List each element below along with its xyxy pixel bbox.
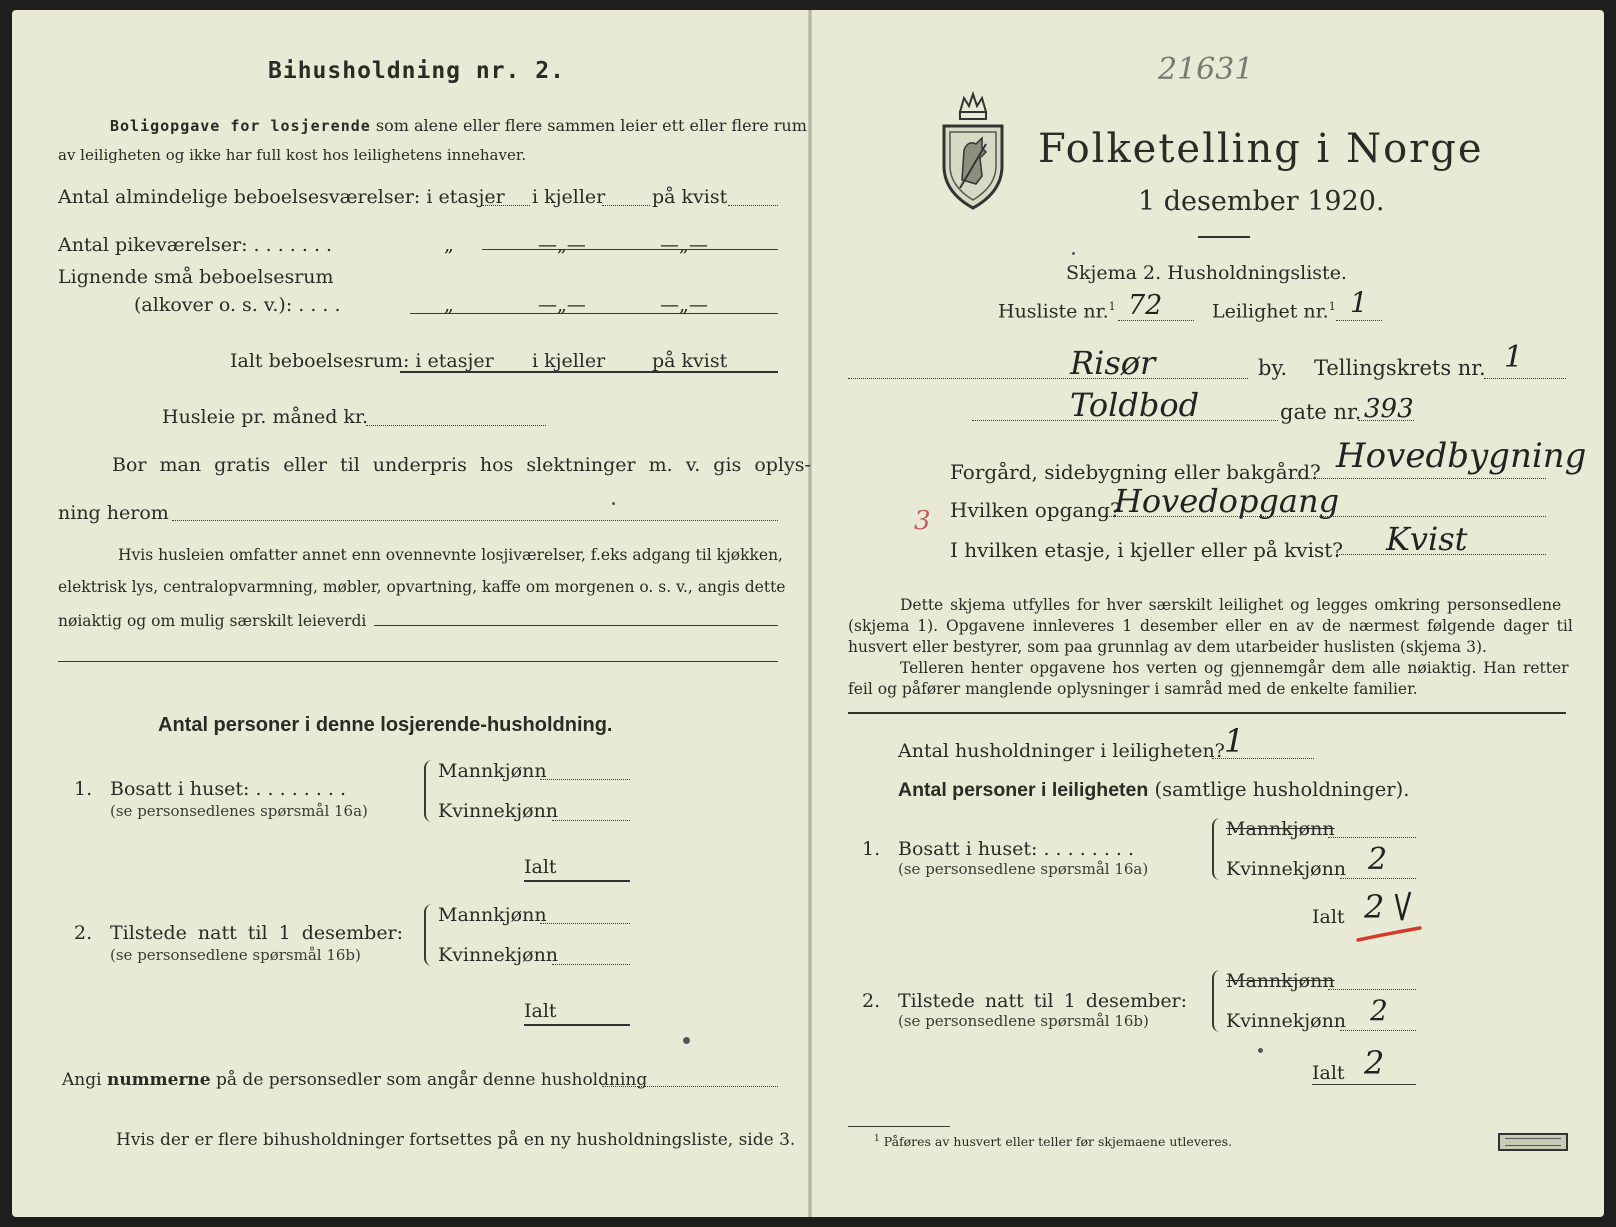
left-footer: Hvis der er flere bihusholdninger fortsettes på en ny husholdningsliste, side 3. (116, 1130, 796, 1150)
ink-dot (1258, 1048, 1263, 1053)
schema-label: Skjema 2. Husholdningsliste. (1066, 262, 1347, 284)
left-q2-ialt: Ialt (524, 1000, 557, 1022)
persons-heading-bold: Antal personer i leiligheten (898, 779, 1149, 801)
krets-label: Tellingskrets nr. (1314, 356, 1486, 380)
husleie-label: Husleie pr. måned kr. (162, 406, 369, 428)
left-q2-mann-line (540, 923, 630, 924)
opgang-label: Hvilken opgang? (950, 498, 1121, 522)
left-q1-kvinne-line (552, 820, 630, 821)
lignende-ditto-3: —„— (660, 294, 708, 316)
norway-coat-of-arms-icon (938, 88, 1008, 212)
husliste-sup: 1 (1108, 300, 1116, 313)
opgang-line (1104, 516, 1546, 517)
households-label: Antal husholdninger i leiligheten? (898, 740, 1225, 762)
lignende-line1: Lignende små beboelsesrum (58, 266, 334, 288)
leilighet-value: 1 (1350, 286, 1368, 319)
husliste-label-text: Husliste nr. (998, 300, 1109, 323)
angi-dotline (602, 1086, 778, 1087)
right-q1-kvinne-value: 2 (1368, 842, 1388, 877)
rooms-kvist-line (728, 205, 778, 206)
pike-ditto-1: „ (444, 234, 454, 256)
left-q2-brace (424, 904, 432, 966)
note-rule (58, 661, 778, 662)
etasje-line (1336, 554, 1546, 555)
gate-label: gate nr. (1280, 400, 1362, 424)
instruction-rule (848, 712, 1566, 714)
lignende-line2: (alkover o. s. v.): . . . . (134, 294, 341, 316)
right-q2-ialt: Ialt (1312, 1062, 1345, 1084)
left-q1-ialt: Ialt (524, 856, 557, 878)
left-persons-heading: Antal personer i denne losjerende-husholdning. (158, 714, 613, 736)
right-q1-mann-line (1328, 837, 1416, 838)
red-underline-mark (1356, 924, 1422, 944)
printer-stamp (1498, 1133, 1568, 1151)
left-q2-mann: Mannkjønn (438, 904, 547, 926)
note-line (374, 625, 778, 626)
pike-ditto-2: —„— (538, 234, 586, 256)
left-q1-ialt-line (524, 880, 630, 882)
leilighet-label (1212, 300, 1336, 322)
note-line1: Hvis husleien omfatter annet enn ovennevnte losjiværelser, f.eks adgang til kjøkken, (118, 546, 783, 564)
right-q2-sub: (se personsedlene spørsmål 16b) (898, 1012, 1149, 1030)
left-q1-kvinne: Kvinnekjønn (438, 800, 559, 822)
gratis-line1: Bor man gratis eller til underpris hos slektninger m. v. gis oplys- (112, 454, 811, 476)
right-q2-kvinne: Kvinnekjønn (1226, 1010, 1347, 1032)
gate-line (972, 420, 1278, 421)
husliste-label (998, 300, 1116, 322)
gate-nr-line (1358, 420, 1414, 421)
ink-dot (1072, 252, 1075, 255)
left-q2-num: 2. (74, 922, 93, 944)
rooms-etasjer-line (482, 205, 530, 206)
households-value: 1 (1224, 722, 1245, 760)
right-q1-ialt-value: 2 (1364, 888, 1385, 926)
right-q2-kvinne-line (1340, 1030, 1416, 1031)
right-q1-kvinne: Kvinnekjønn (1226, 858, 1347, 880)
by-line (848, 378, 1248, 379)
left-q2-ialt-line (524, 1024, 630, 1026)
lignende-line (410, 313, 778, 314)
left-q1-brace (424, 760, 432, 822)
gate-nr-value: 393 (1364, 394, 1414, 424)
households-line (1212, 758, 1314, 759)
gratis-line (172, 520, 778, 521)
left-q2-kvinne: Kvinnekjønn (438, 944, 559, 966)
by-label: by. (1258, 356, 1288, 380)
angi-pre: Angi (62, 1070, 102, 1090)
right-q2-num: 2. (862, 990, 881, 1012)
left-q1-mann-line (540, 779, 630, 780)
instruction-line2: (skjema 1). Opgavene innleveres 1 desember eller en av de nærmest følgende dager til (848, 617, 1573, 635)
intro-rest: som alene eller flere sammen leier ett eller flere rum (375, 116, 807, 135)
krets-value: 1 (1504, 340, 1524, 375)
ialt-rooms-label: Ialt beboelsesrum: i etasjer (230, 350, 494, 372)
lignende-ditto-2: —„— (538, 294, 586, 316)
rooms-kjeller: i kjeller (532, 186, 606, 208)
opgang-value: Hovedopgang (1114, 482, 1340, 520)
footnote-rule (848, 1126, 950, 1127)
right-q2-ialt-value: 2 (1364, 1044, 1385, 1082)
right-title: Folketelling i Norge (1038, 126, 1484, 172)
right-q2-mann-line (1328, 989, 1416, 990)
check-mark-icon (1394, 890, 1412, 924)
pike-label: Antal pikeværelser: . . . . . . . (58, 234, 333, 256)
right-q1-mann: Mannkjønn (1226, 818, 1335, 840)
footnote-text: Påføres av husvert eller teller før skjemaene utleveres. (883, 1134, 1233, 1150)
right-q1-kvinne-line (1340, 878, 1416, 879)
instruction-line3: husvert eller bestyrer, som paa grunnlag av dem utarbeider huslisten (skjema 3). (848, 638, 1487, 656)
right-q1-num: 1. (862, 838, 881, 860)
left-intro-line2: av leiligheten og ikke har full kost hos leilighetens innehaver. (58, 146, 527, 164)
husliste-line (1118, 320, 1194, 321)
forgaard-value: Hovedbygning (1336, 436, 1587, 476)
persons-heading-rest: (samtlige husholdninger). (1154, 778, 1410, 801)
left-q2-kvinne-line (552, 964, 630, 965)
archive-number: 21631 (1158, 52, 1254, 87)
leilighet-line (1336, 320, 1382, 321)
gratis-line2: ning herom (58, 502, 169, 524)
left-q1-label: Bosatt i huset: . . . . . . . . (110, 778, 347, 800)
intro-bold: Boligopgave for losjerende (110, 117, 371, 135)
ialt-rooms-kvist: på kvist (652, 350, 728, 372)
right-q2-brace (1212, 970, 1220, 1032)
forgaard-label: Forgård, sidebygning eller bakgård? (950, 460, 1321, 484)
angi-bold: nummerne (106, 1070, 211, 1090)
left-q1-sub: (se personsedlenes spørsmål 16a) (110, 802, 368, 820)
etasje-value: Kvist (1386, 520, 1468, 558)
angi-rest: på de personsedler som angår denne husholdning (216, 1070, 648, 1090)
left-intro-line1 (110, 116, 807, 135)
pike-ditto-3: —„— (660, 234, 708, 256)
right-persons-heading (898, 778, 1409, 802)
left-title: Bihusholdning nr. 2. (268, 58, 565, 84)
rooms-kjeller-line (602, 205, 650, 206)
right-q2-ialt-line (1312, 1084, 1416, 1085)
krets-line (1484, 378, 1566, 379)
ink-dot (612, 502, 615, 505)
leilighet-label-text: Leilighet nr. (1212, 300, 1329, 323)
rooms-kvist: på kvist (652, 186, 728, 208)
rooms-label: Antal almindelige beboelsesværelser: i etasjer (58, 186, 505, 208)
note-line3: nøiaktig og om mulig særskilt leieverdi (58, 612, 367, 630)
left-q1-num: 1. (74, 778, 93, 800)
page-fold (808, 10, 812, 1217)
right-q2-kvinne-value: 2 (1370, 994, 1388, 1027)
right-q1-ialt: Ialt (1312, 906, 1345, 928)
left-q1-mann: Mannkjønn (438, 760, 547, 782)
instruction-line1: Dette skjema utfylles for hver særskilt leilighet og legges omkring personsedlene (900, 596, 1562, 614)
etasje-label: I hvilken etasje, i kjeller eller på kvist? (950, 538, 1343, 562)
angi-line (62, 1070, 647, 1090)
by-value: Risør (1070, 344, 1156, 382)
ink-dot (683, 1037, 690, 1044)
footnote-num: 1 (874, 1134, 880, 1144)
right-date: 1 desember 1920. (1138, 186, 1385, 217)
right-q1-brace (1212, 818, 1220, 880)
husliste-value: 72 (1128, 290, 1163, 321)
left-q2-label: Tilstede natt til 1 desember: (110, 922, 404, 944)
right-q1-sub: (se personsedlene spørsmål 16a) (898, 860, 1149, 878)
right-q1-label: Bosatt i huset: . . . . . . . . (898, 838, 1135, 860)
instruction-line4: Telleren henter opgavene hos verten og gjennemgår dem alle nøiaktig. Han retter (900, 659, 1569, 677)
leilighet-sup: 1 (1328, 300, 1336, 313)
ialt-rooms-kjeller: i kjeller (532, 350, 606, 372)
note-line2: elektrisk lys, centralopvarmning, møbler, opvartning, kaffe om morgenen o. s. v., angis dette (58, 578, 786, 596)
margin-mark: 3 (914, 506, 931, 536)
husleie-line (366, 425, 546, 426)
right-q2-mann: Mannkjønn (1226, 970, 1335, 992)
right-q2-label: Tilstede natt til 1 desember: (898, 990, 1188, 1012)
forgaard-line (1292, 478, 1546, 479)
gate-value: Toldbod (1070, 386, 1200, 424)
lignende-ditto-1: „ (444, 294, 454, 316)
date-rule (1198, 236, 1250, 238)
left-q2-sub: (se personsedlene spørsmål 16b) (110, 946, 361, 964)
instruction-line5: feil og påfører manglende oplysninger i samråd med de enkelte familier. (848, 680, 1418, 698)
footnote (874, 1134, 1232, 1149)
